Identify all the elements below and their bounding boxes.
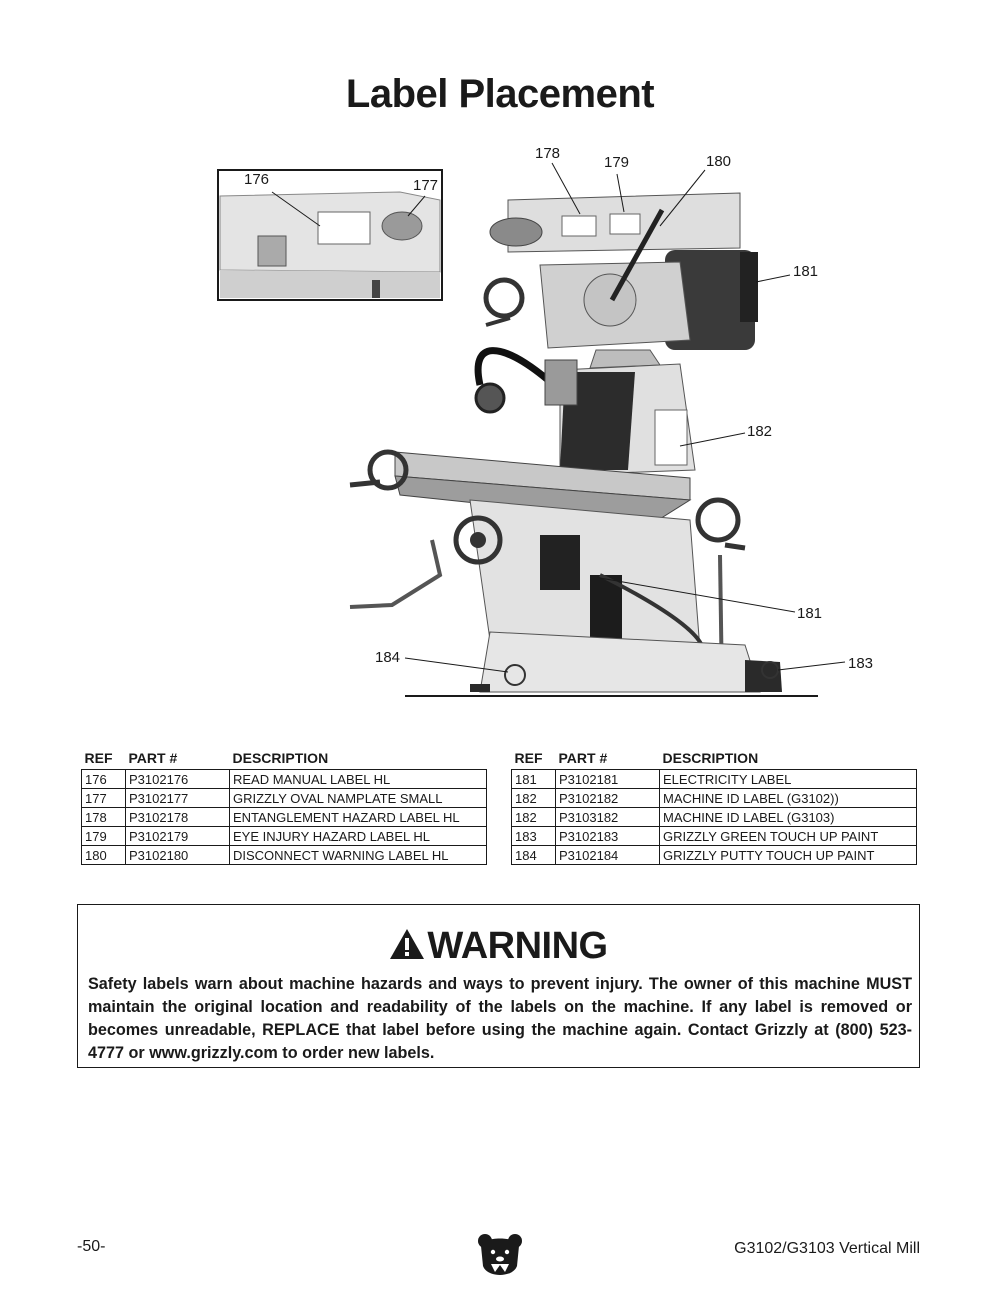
part-cell: P3102182 (556, 789, 660, 808)
warning-body: Safety labels warn about machine hazards and ways to prevent injury. The owner of this machine MUST maintain the original location and readability of the labels on the machine. If any label is removed or becomes unreadable, REPLACE that label before using the machine again. Contact Grizzly at (800) 523-4777 or www.grizzly.com to order new labels. (88, 975, 912, 1062)
description-cell: READ MANUAL LABEL HL (230, 770, 487, 789)
parts-table-left (81, 750, 487, 865)
column-header-part: PART # (558, 750, 608, 766)
part-cell: P3102181 (556, 770, 660, 789)
table-row (82, 789, 487, 808)
ref-cell: 177 (82, 789, 126, 808)
callout-181-cord: 181 (797, 605, 823, 622)
part-cell: P3102178 (126, 808, 230, 827)
part-cell: P3102176 (126, 770, 230, 789)
table-header-row (512, 750, 917, 770)
description-cell: MACHINE ID LABEL (G3102)) (660, 789, 917, 808)
callout-183: 183 (848, 655, 874, 672)
table-row (82, 808, 487, 827)
table-row (82, 827, 487, 846)
description-cell: MACHINE ID LABEL (G3103) (660, 808, 917, 827)
warning-heading-text: WARNING (427, 925, 608, 967)
warning-triangle-icon (389, 928, 425, 960)
callout-182: 182 (747, 423, 773, 440)
table-header-row (82, 750, 487, 770)
column-header-description: DESCRIPTION (232, 750, 329, 766)
column-header-part: PART # (128, 750, 178, 766)
ref-cell: 181 (512, 770, 556, 789)
part-cell: P3103182 (556, 808, 660, 827)
ref-cell: 182 (512, 808, 556, 827)
page-number: -50- (77, 1238, 106, 1255)
callout-178: 178 (535, 145, 561, 162)
part-cell: P3102179 (126, 827, 230, 846)
description-cell: GRIZZLY OVAL NAMPLATE SMALL (230, 789, 487, 808)
part-cell: P3102180 (126, 846, 230, 865)
table-row (512, 846, 917, 865)
callout-176: 176 (244, 171, 270, 188)
description-cell: EYE INJURY HAZARD LABEL HL (230, 827, 487, 846)
callout-181-motor: 181 (793, 263, 819, 280)
ref-cell: 180 (82, 846, 126, 865)
ref-cell: 178 (82, 808, 126, 827)
table-row (82, 770, 487, 789)
page-title: Label Placement (345, 72, 655, 116)
parts-table-right (511, 750, 917, 865)
ref-cell: 182 (512, 789, 556, 808)
callout-179: 179 (604, 154, 630, 171)
footer-model: G3102/G3103 Vertical Mill (734, 1240, 920, 1257)
inset-head-closeup (218, 170, 442, 300)
part-cell: P3102177 (126, 789, 230, 808)
table-row (512, 789, 917, 808)
description-cell: ELECTRICITY LABEL (660, 770, 917, 789)
table-row (512, 827, 917, 846)
description-cell: GRIZZLY GREEN TOUCH UP PAINT (660, 827, 917, 846)
ref-cell: 183 (512, 827, 556, 846)
ref-cell: 176 (82, 770, 126, 789)
table-row (512, 770, 917, 789)
table-row (82, 846, 487, 865)
part-cell: P3102184 (556, 846, 660, 865)
callout-177: 177 (413, 177, 439, 194)
callout-180: 180 (706, 153, 732, 170)
table-row (512, 808, 917, 827)
ref-cell: 179 (82, 827, 126, 846)
ref-cell: 184 (512, 846, 556, 865)
warning-heading (78, 925, 919, 968)
part-cell: P3102183 (556, 827, 660, 846)
column-header-ref: REF (84, 750, 113, 766)
description-cell: DISCONNECT WARNING LABEL HL (230, 846, 487, 865)
description-cell: ENTANGLEMENT HAZARD LABEL HL (230, 808, 487, 827)
column-header-ref: REF (514, 750, 543, 766)
callout-184: 184 (375, 649, 401, 666)
warning-box (77, 904, 920, 1068)
description-cell: GRIZZLY PUTTY TOUCH UP PAINT (660, 846, 917, 865)
grizzly-bear-logo-icon (477, 1232, 523, 1282)
column-header-description: DESCRIPTION (662, 750, 759, 766)
